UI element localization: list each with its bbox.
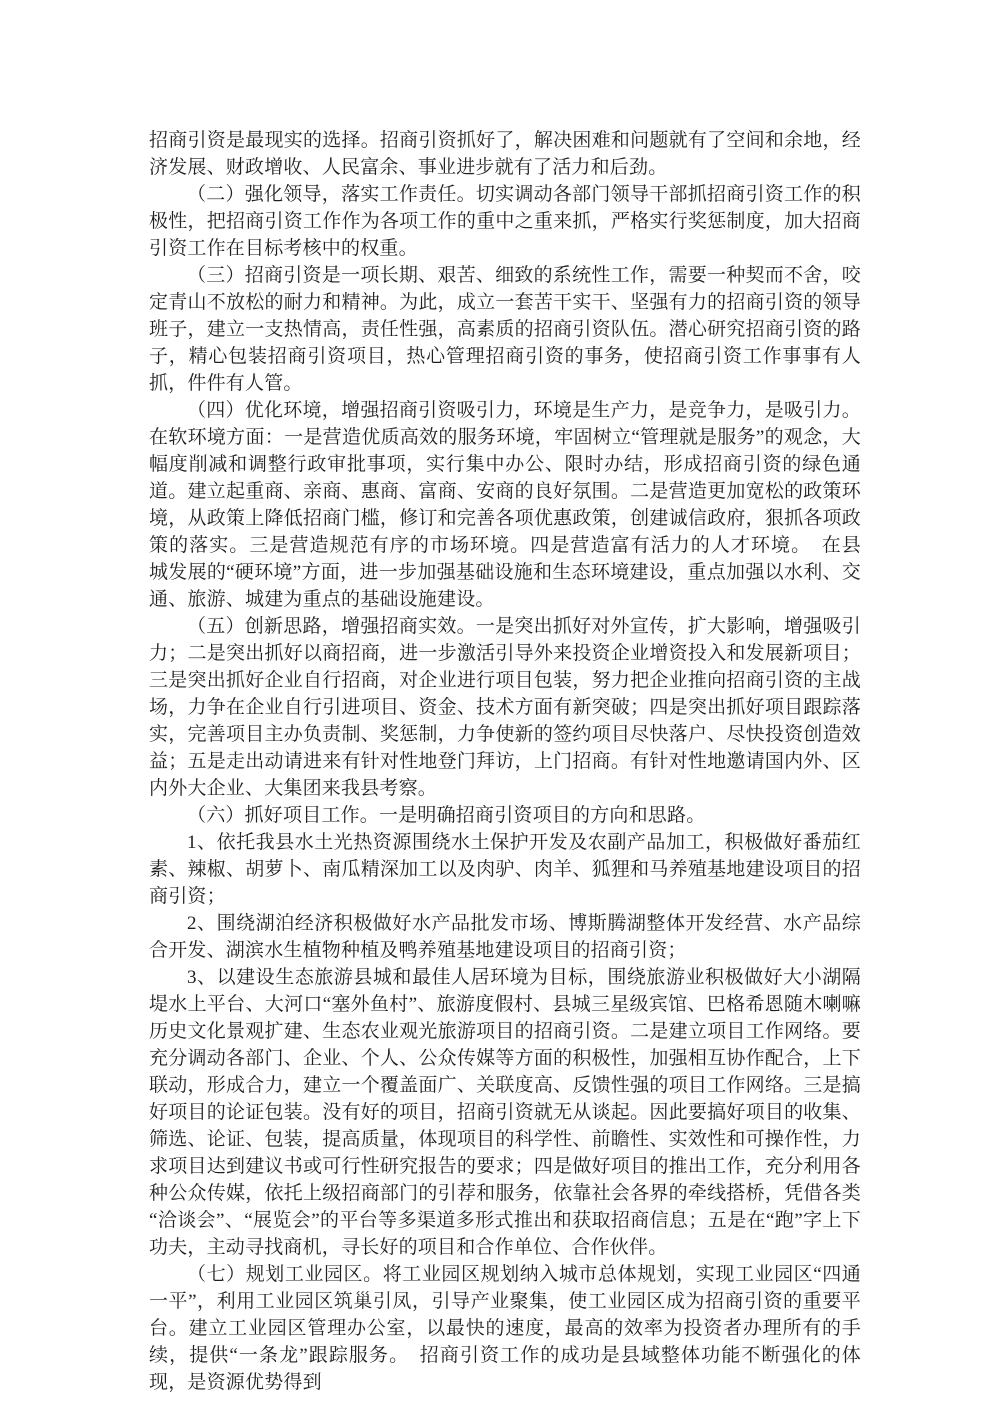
paragraph-item-3: 3、以建设生态旅游县城和最佳人居环境为目标，围绕旅游业积极做好大小湖隔堤水上平台、大河口“塞外鱼村”、旅游度假村、县城三星级宾馆、巴格希恩随木喇嘛历史文化景观扩建、生态农业观光旅游项目的招商引资。二是建立项目工作网络。要充分调动各部门、企业、个人、公众传媒等方面的积极性，加强相互协作配合，上下联动，形成合力，建立一个覆盖面广、关联度高、反馈性强的项目工作网络。三是搞好项目的论证包装。没有好的项目，招商引资就无从谈起。因此要搞好项目的收集、筛选、论证、包装，提高质量，体现项目的科学性、前瞻性、实效性和可操作性，力求项目达到建议书或可行性研究报告的要求；四是做好项目的推出工作，充分利用各种公众传媒，依托上级招商部门的引荐和服务，依靠社会各界的牵线搭桥，凭借各类“洽谈会”、“展览会”的平台等多渠道多形式推出和获取招商信息；五是在“跑”字上下功夫，主动寻找商机，寻长好的项目和合作单位、合作伙伴。 <box>149 967 861 1258</box>
paragraph-item-1: 1、依托我县水土光热资源围绕水土保护开发及农副产品加工，积极做好番茄红素、辣椒、胡萝卜、南瓜精深加工以及肉驴、肉羊、狐狸和马养殖基地建设项目的招商引资； <box>149 832 861 907</box>
paragraph-section-4: （四）优化环境，增强招商引资吸引力，环境是生产力，是竞争力，是吸引力。在软环境方面：一是营造优质高效的服务环境，牢固树立“管理就是服务”的观念，大幅度削减和调整行政审批事项，实行集中办公、限时办结，形成招商引资的绿色通道。建立起重商、亲商、惠商、富商、安商的良好氛围。二是营造更加宽松的政策环境，从政策上降低招商门槛，修订和完善各项优惠政策，创建诚信政府，狠抓各项政策的落实。三是营造规范有序的市场环境。四是营造富有活力的人才环境。 在县 城发展的“硬环境”方面，进一步加强基础设施和生态环境建设，重点加强以水利、交通、旅游、城建为重点的基础设施建设。 <box>149 400 900 610</box>
paragraph-section-5: （五）创新思路，增强招商实效。一是突出抓好对外宣传，扩大影响，增强吸引力；二是突出抓好以商招商，进一步激活引导外来投资企业增资投入和发展新项目；三是突出抓好企业自行招商，对企业进行项目包装，努力把企业推向招商引资的主战场，力争在企业自行引进项目、资金、技术方面有新突破；四是突出抓好项目跟踪落实，完善项目主办负责制、奖惩制，力争使新的签约项目尽快落户、尽快投资创造效益；五是走出动请进来有针对性地登门拜访，上门招商。有针对性地邀请国内外、区内外大企业、大集团来我县考察。 <box>149 616 861 799</box>
paragraph-section-3: （三）招商引资是一项长期、艰苦、细致的系统性工作，需要一种契而不舍，咬定青山不放松的耐力和精神。为此，成立一套苦干实干、坚强有力的招商引资的领导班子，建立一支热情高，责任性强，高素质的招商引资队伍。潜心研究招商引资的路子，精心包装招商引资项目，热心管理招商引资的事务，使招商引资工作事事有人抓，件件有人管。 <box>149 265 861 394</box>
document-body <box>149 127 900 1396</box>
paragraph-section-6: （六）抓好项目工作。一是明确招商引资项目的方向和思路。 <box>187 805 706 826</box>
paragraph-section-7: （七）规划工业园区。将工业园区规划纳入城市总体规划，实现工业园区“四通一平”，利用工业园区筑巢引凤，引导产业聚集，使工业园区成为招商引资的重要平台。建立工业园区管理办公室，以最快的速度，最高的效率为投资者办理所有的手续，提供“一条龙”跟踪服务。 招商引资工作的成功是县域整体功能不断强化的体现，是资源优势得到 <box>149 1264 861 1393</box>
paragraph-continuation: 招商引资是最现实的选择。招商引资抓好了，解决困难和问题就有了空间和余地，经济发展、财政增收、人民富余、事业进步就有了活力和后劲。 <box>149 130 861 178</box>
paragraph-section-2: （二）强化领导，落实工作责任。切实调动各部门领导干部抓招商引资工作的积极性，把招商引资工作作为各项工作的重中之重来抓，严格实行奖惩制度，加大招商引资工作在目标考核中的权重。 <box>149 184 861 259</box>
paragraph-item-2: 2、围绕湖泊经济积极做好水产品批发市场、博斯腾湖整体开发经营、水产品综合开发、湖滨水生植物种植及鸭养殖基地建设项目的招商引资； <box>149 913 861 961</box>
